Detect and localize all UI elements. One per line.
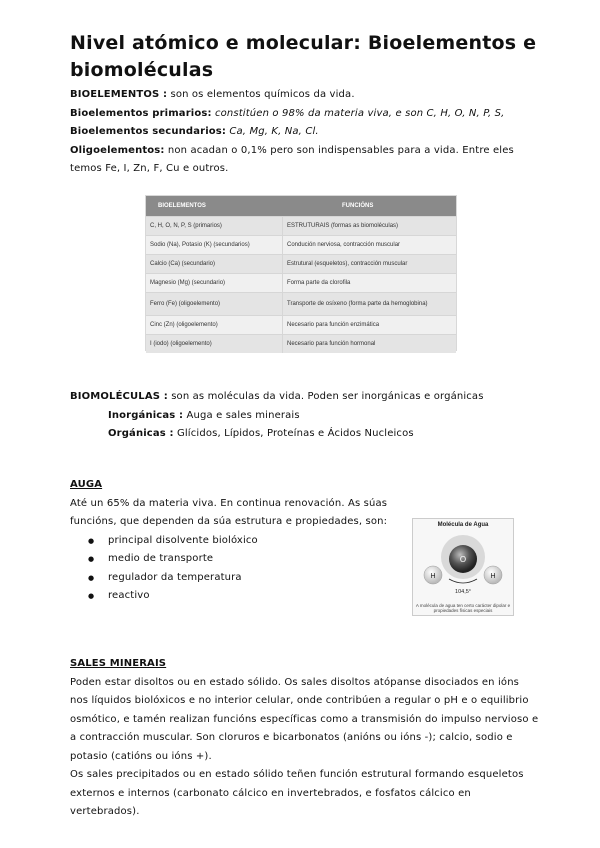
bond-angle-label: 104,5° (455, 589, 471, 595)
table-cell: C, H, O, N, P, S (primarios) (146, 217, 283, 235)
hydrogen-label: H (490, 573, 496, 580)
oligo-line-2: temos Fe, I, Zn, F, Cu e outros. (70, 163, 229, 174)
hydrogen-label: H (430, 573, 436, 580)
table-header (146, 196, 456, 216)
page-title: Nivel atómico e molecular: Bioelementos e biomoléculas (70, 32, 537, 81)
sales-line: Poden estar disoltos ou en estado sólido. Os sales disoltos atópanse disociados en ións (70, 676, 520, 688)
table-cell: Necesario para función enzimática (287, 321, 380, 328)
oxygen-label: O (459, 555, 467, 564)
oligo-line: Oligoelementos: non acadan o 0,1% pero son indispensables para a vida. Entre eles (70, 144, 514, 156)
table-row (146, 235, 456, 254)
sales-section (70, 655, 540, 822)
list-item: ● reactivo (70, 587, 400, 606)
list-item: ● medio de transporte (70, 550, 400, 569)
table-cell: Magnesio (Mg) (secundario) (146, 274, 283, 292)
table-cell: ESTRUTURAIS (formas as biomoléculas) (287, 222, 399, 229)
table-cell: Forma parte da clorofila (287, 279, 351, 286)
figure-title: Molécula de Agua (437, 522, 489, 528)
biomoleculas-line: BIOMOLÉCULAS : son as moléculas da vida. Poden ser inorgánicas e orgánicas (70, 391, 484, 402)
sales-line: a contracción muscular. Son cloruros e bicarbonatos (anións ou ións -); calcio, sodio e (70, 732, 513, 743)
sales-line: nos líquidos biolóxicos e no interior celular, onde contribúen a regular o pH e o equilibrio (70, 695, 529, 706)
bioelementos-section (70, 86, 540, 179)
auga-line: Até un 65% da materia viva. En continua renovación. As súas (70, 497, 388, 509)
bioelements-table (145, 195, 457, 351)
table-cell: Ferro (Fe) (oligoelemento) (146, 293, 283, 315)
table-cell: Necesario para función hormonal (287, 340, 376, 347)
inorganicas-line: Inorgánicas : Auga e sales minerais (108, 409, 300, 421)
list-item: ● regulador da temperatura (70, 569, 400, 588)
sales-line: potasio (catións ou ións +). (70, 750, 212, 762)
auga-functions-list (70, 532, 400, 606)
sales-line: Os sales precipitados ou en estado sólido teñen función estrutural formando esqueletos (70, 769, 524, 780)
table-cell: Estrutural (esqueletos), contracción muscular (287, 260, 408, 267)
table-row (146, 334, 456, 353)
secundarios-line: Bioelementos secundarios: Ca, Mg, K, Na, Cl. (70, 126, 319, 137)
sales-heading: SALES MINERAIS (70, 658, 167, 669)
bioelementos-line: BIOELEMENTOS : son os elementos químicos da vida. (70, 89, 355, 100)
biomoleculas-section (70, 388, 540, 444)
table-row (146, 292, 456, 315)
auga-section (70, 476, 400, 606)
table-cell: Condución nerviosa, contracción muscular (287, 241, 401, 248)
water-molecule-figure (412, 518, 514, 616)
table-row (146, 315, 456, 334)
table-cell: Sodio (Na), Potasio (K) (secundarios) (146, 236, 283, 254)
table-row (146, 216, 456, 235)
auga-heading: AUGA (70, 479, 103, 490)
list-item: ● principal disolvente biolóxico (70, 532, 400, 551)
table-row (146, 273, 456, 292)
table-header-cell: FUNCIÓNS (342, 203, 374, 209)
organicas-line: Orgánicas : Glícidos, Lípidos, Proteínas e Ácidos Nucleicos (108, 428, 414, 439)
water-molecule-icon (413, 529, 513, 599)
sales-line: vertebrados). (70, 806, 140, 817)
table-cell: Calcio (Ca) (secundario) (146, 255, 283, 273)
figure-caption: A molécula de agua ten certo carácter dipolar e propiedades físicas especiais (415, 603, 511, 613)
table-cell: Transporte de osíxeno (forma parte da hemoglobina) (287, 300, 428, 307)
sales-line: osmótico, e tamén realizan funcións específicas como a transmisión do impulso nervioso e (70, 713, 539, 725)
table-header-cell: BIOELEMENTOS (158, 203, 206, 209)
table-cell: I (iodo) (oligoelemento) (146, 335, 283, 353)
sales-line: externos e internos (carbonato cálcico en invertebrados, e fosfatos cálcico en (70, 787, 471, 799)
primarios-line: Bioelementos primarios: constitúen o 98% da materia viva, e son C, H, O, N, P, S, (70, 107, 505, 119)
table-row (146, 254, 456, 273)
auga-line: funcións, que dependen da súa estrutura e propiedades, son: (70, 516, 388, 527)
table-cell: Cinc (Zn) (oligoelemento) (146, 316, 283, 334)
